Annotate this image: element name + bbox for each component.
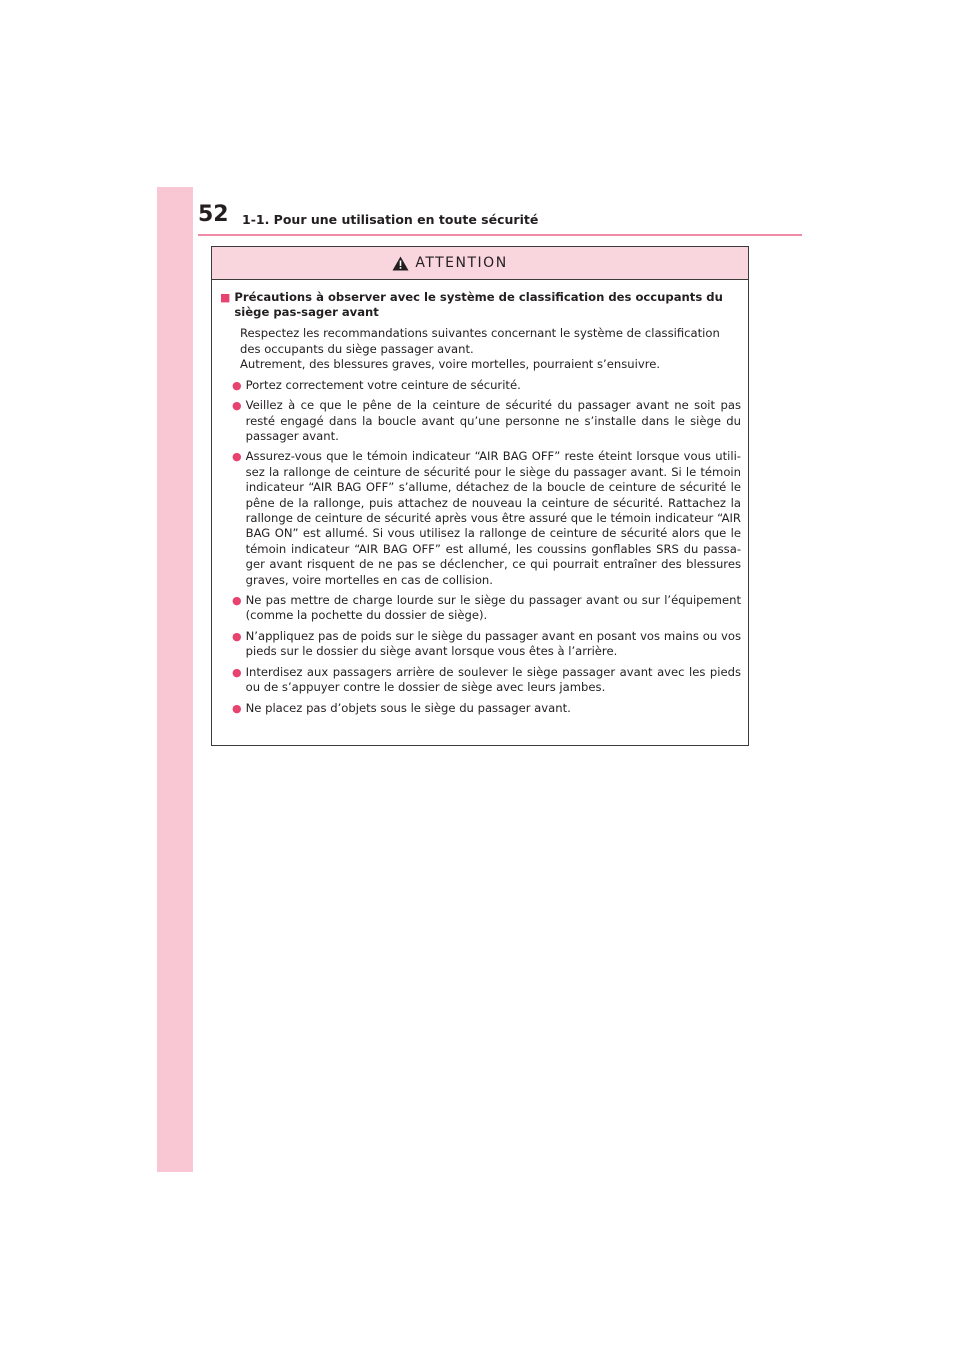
bullet-dot-icon: ● — [232, 629, 242, 643]
warning-topic — [220, 290, 741, 320]
bullet-dot-icon: ● — [232, 701, 242, 715]
list-item — [232, 593, 741, 624]
list-item-text: Ne pas mettre de charge lourde sur le siège du passager avant ou sur l’équipement (comme la pochette du dossier de siège). — [245, 593, 741, 623]
list-item-text: Ne placez pas d’objets sous le siège du passager avant. — [245, 700, 571, 715]
warning-label: ATTENTION — [415, 255, 508, 271]
list-item — [232, 665, 741, 696]
list-item-text: Assurez-vous que le témoin indicateur “AIR BAG OFF” reste éteint lorsque vous utili-sez la rallonge de ceinture de sécurité pour le siège du passager avant. Si le témoin indicateur “AIR BAG OFF” s’allume, détachez de la boucle de ceinture de sécurité le pêne de la rallonge, puis attachez de nouveau la ceinture de sécurité. Rattachez la rallonge de ceinture de sécurité après vous être assuré que le témoin indicateur “AIR BAG ON” est allumé. Si vous utilisez la rallonge de ceinture de sécurité alors que le témoin indicateur “AIR BAG OFF” est allumé, les coussins gonflables SRS du passa-ger avant risquent de ne pas se déclencher, ce qui pourrait entraîner des blessures graves, voire mortelles en cas de collision. — [245, 449, 741, 587]
list-item — [232, 629, 741, 660]
list-item — [232, 449, 741, 588]
bullet-dot-icon: ● — [232, 665, 242, 679]
bullet-dot-icon: ● — [232, 594, 242, 608]
warning-intro-line-1: Respectez les recommandations suivantes concernant le système de classification des occupants du siège passager avant. — [240, 326, 720, 356]
list-item-text: Interdisez aux passagers arrière de soulever le siège passager avant avec les pieds ou de s’appuyer contre le dossier de siège avec leurs jambes. — [245, 664, 741, 695]
list-item-text: N’appliquez pas de poids sur le siège du passager avant en posant vos mains ou vos pieds sur le dossier du siège avant lorsque vous êtes à l’arrière. — [245, 628, 741, 659]
warning-intro — [240, 326, 741, 373]
side-tab-strip — [157, 187, 193, 1172]
square-bullet-icon: ■ — [220, 291, 231, 304]
page-header — [198, 200, 802, 236]
list-item-text: Portez correctement votre ceinture de sécurité. — [245, 377, 521, 392]
bullet-dot-icon: ● — [232, 378, 242, 392]
list-item — [232, 378, 741, 393]
page-number: 52 — [198, 202, 229, 227]
warning-topic-text: Précautions à observer avec le système de classification des occupants du siège pas-sager avant — [234, 290, 723, 319]
list-item — [232, 398, 741, 444]
list-item — [232, 701, 741, 716]
warning-header — [212, 247, 748, 280]
bullet-dot-icon: ● — [232, 399, 242, 413]
warning-triangle-icon — [392, 256, 409, 271]
bullet-dot-icon: ● — [232, 450, 242, 464]
warning-intro-line-2: Autrement, des blessures graves, voire mortelles, pourraient s’ensuivre. — [240, 357, 661, 372]
warning-box — [211, 246, 749, 746]
warning-item-list — [232, 378, 741, 716]
section-title: 1-1. Pour une utilisation en toute sécurité — [242, 212, 539, 227]
warning-body — [212, 280, 748, 716]
list-item-text: Veillez à ce que le pêne de la ceinture de sécurité du passager avant ne soit pas resté engagé dans la boucle avant qu’une personne ne s’installe dans le siège du passager avant. — [245, 398, 741, 443]
header-rule — [198, 234, 802, 236]
